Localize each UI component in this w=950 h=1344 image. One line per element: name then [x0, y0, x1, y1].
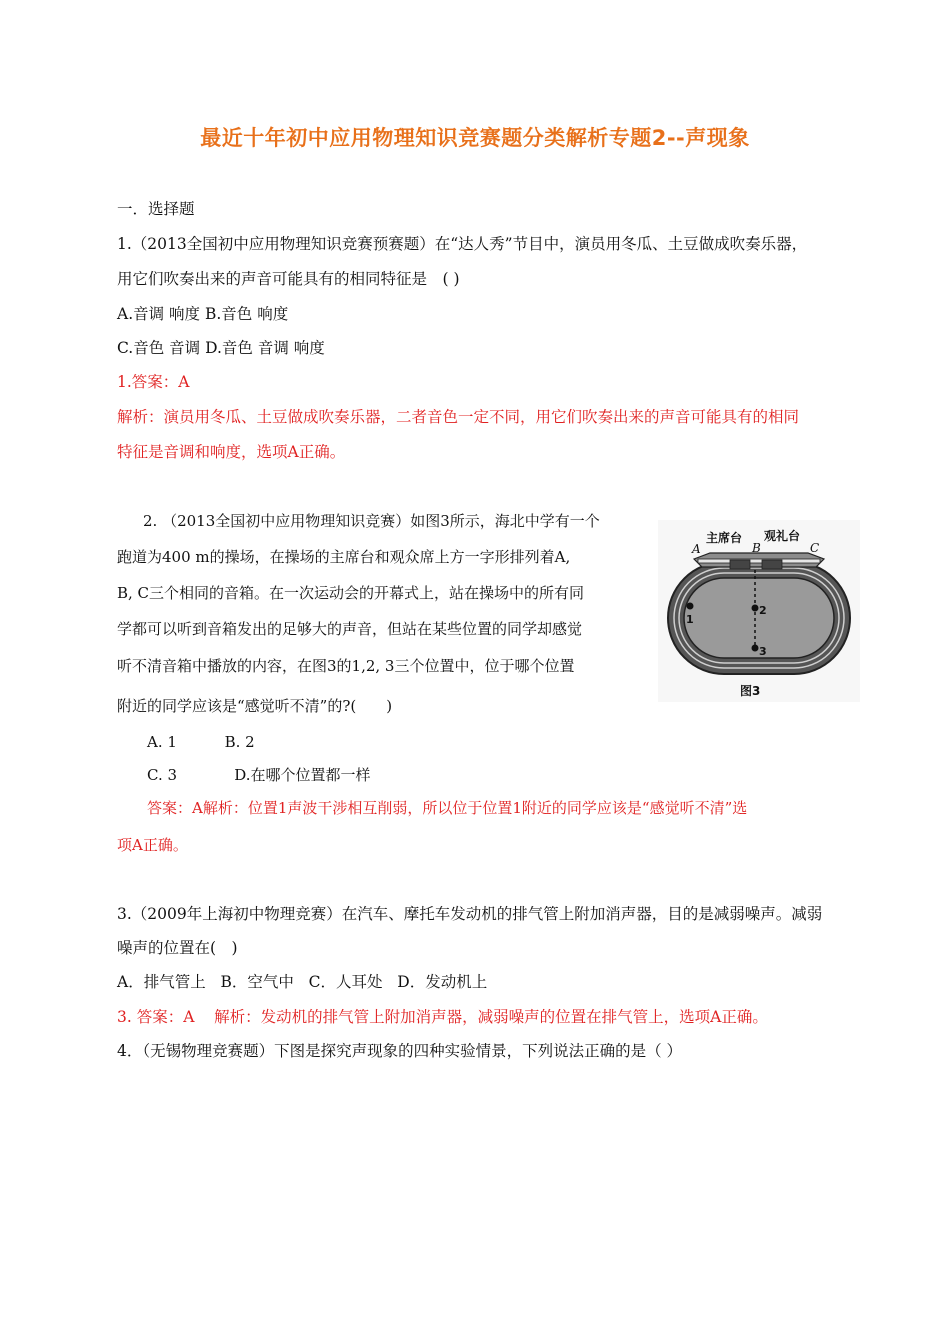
section-heading: 一．选择题	[117, 200, 195, 218]
label-viewing-stand: 观礼台	[764, 529, 801, 543]
q2-answer-line1: 答案：A解析：位置1声波干涉相互削弱，所以位于位置1附近的同学应该是“感觉听不清”选	[147, 799, 748, 817]
q1-analysis-line2: 特征是音调和响度，选项A正确。	[117, 443, 346, 461]
q3-stem-line2: 噪声的位置在( )	[117, 939, 238, 957]
position-1-label: 1	[686, 613, 694, 626]
q2-stem-line5: 听不清音箱中播放的内容，在图3的1,2, 3三个位置中，位于哪个位置	[117, 657, 575, 675]
stadium-svg	[658, 520, 860, 702]
q2-stem-line4: 学都可以听到音箱发出的足够大的声音，但站在某些位置的同学却感觉	[117, 620, 583, 638]
position-3-label: 3	[759, 645, 767, 658]
speaker-b-label: B	[752, 541, 761, 555]
figure-3-stadium-diagram	[658, 520, 860, 702]
q1-options-cd: C.音色 音调 D.音色 音调 响度	[117, 339, 325, 357]
position-1-dot	[687, 603, 694, 610]
figure-caption: 图3	[740, 684, 761, 698]
q1-options-ab: A.音调 响度 B.音色 响度	[117, 305, 289, 323]
q3-answer: 3. 答案：A 解析：发动机的排气管上附加消声器，减弱噪声的位置在排气管上，选项A正确。	[117, 1008, 768, 1026]
q2-answer-line2: 项A正确。	[117, 836, 188, 854]
position-3-dot	[752, 645, 759, 652]
main-stand-block	[730, 560, 750, 569]
q2-options-ab: A. 1 B. 2	[147, 733, 255, 751]
q2-options-cd: C. 3 D.在哪个位置都一样	[147, 766, 371, 784]
document-title: 最近十年初中应用物理知识竞赛题分类解析专题2--声现象	[200, 126, 750, 150]
q2-stem-line6: 附近的同学应该是“感觉听不清”的?( )	[117, 697, 393, 715]
position-2-dot	[752, 605, 759, 612]
q3-stem-line1: 3.（2009年上海初中物理竞赛）在汽车、摩托车发动机的排气管上附加消声器，目的是减弱噪声。减弱	[117, 905, 823, 923]
label-main-stand: 主席台	[706, 531, 743, 545]
speaker-c-label: C	[810, 541, 820, 555]
q1-stem-line2: 用它们吹奏出来的声音可能具有的相同特征是 ( )	[117, 270, 460, 288]
q1-stem-line1: 1.（2013全国初中应用物理知识竞赛预赛题）在“达人秀”节目中，演员用冬瓜、土豆做成吹奏乐器，	[117, 235, 808, 253]
q4-stem-line1: 4．（无锡物理竞赛题）下图是探究声现象的四种实验情景，下列说法正确的是（ ）	[117, 1042, 683, 1060]
q3-options: A．排气管上 B．空气中 C．人耳处 D．发动机上	[117, 973, 488, 991]
q1-answer: 1.答案：A	[117, 373, 190, 391]
viewing-stand-block	[762, 560, 782, 569]
q2-stem-line2: 跑道为400 m的操场，在操场的主席台和观众席上方一字形排列着A,	[117, 548, 571, 566]
q1-analysis-line1: 解析：演员用冬瓜、土豆做成吹奏乐器，二者音色一定不同，用它们吹奏出来的声音可能具有的相同	[117, 408, 800, 426]
q2-stem-line1: 2. （2013全国初中应用物理知识竞赛）如图3所示，海北中学有一个	[143, 512, 600, 530]
q2-stem-line3: B, C三个相同的音箱。在一次运动会的开幕式上，站在操场中的所有同	[117, 584, 585, 602]
position-2-label: 2	[759, 604, 767, 617]
speaker-a-label: A	[692, 542, 701, 556]
